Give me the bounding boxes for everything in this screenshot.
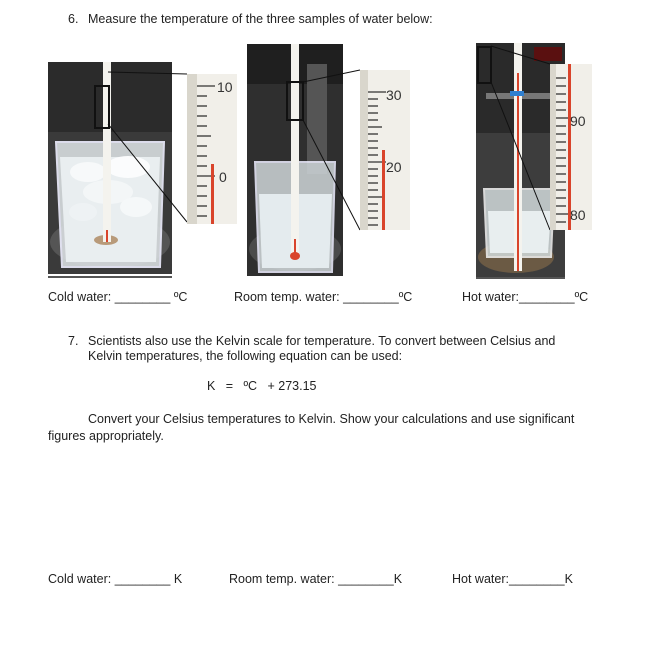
hot-celsius-unit: ºC <box>574 290 589 304</box>
room-celsius-unit: ºC <box>398 290 413 304</box>
cold-zoom-label-high: 10 <box>217 79 233 95</box>
room-kelvin-answer[interactable] <box>229 572 402 586</box>
room-celsius-label: Room temp. water: <box>234 290 340 304</box>
hot-zoom-label-low: 80 <box>570 207 586 223</box>
hot-kelvin-blank[interactable]: ________ <box>508 572 565 586</box>
room-kelvin-label: Room temp. water: <box>229 572 335 586</box>
cold-kelvin-unit: K <box>173 572 183 586</box>
question-7-line2: Kelvin temperatures, the following equation can be used: <box>88 349 403 363</box>
cold-celsius-blank[interactable]: ________ <box>114 290 171 304</box>
hot-celsius-label: Hot water: <box>462 290 519 304</box>
cold-celsius-unit: ºC <box>173 290 188 304</box>
cold-thermometer-zoom <box>187 74 237 224</box>
hot-kelvin-unit: K <box>564 572 573 586</box>
room-celsius-answer[interactable] <box>234 290 412 304</box>
hot-celsius-answer[interactable] <box>462 290 588 304</box>
cold-zoom-label-low: 0 <box>219 169 227 185</box>
kelvin-equation: K = ºC + 273.15 <box>207 379 317 393</box>
room-zoom-label-low: 20 <box>386 159 402 175</box>
room-thermometer-zoom <box>360 70 410 230</box>
hot-zoom-label-high: 90 <box>570 113 586 129</box>
hot-kelvin-answer[interactable] <box>452 572 573 586</box>
question-7-number: 7. <box>68 334 79 348</box>
hot-kelvin-label: Hot water: <box>452 572 509 586</box>
room-celsius-blank[interactable]: ________ <box>343 290 399 304</box>
room-zoom-label-high: 30 <box>386 87 402 103</box>
question-6-text: Measure the temperature of the three samples of water below: <box>88 12 433 26</box>
cold-celsius-answer[interactable] <box>48 290 187 304</box>
question-7-line1: Scientists also use the Kelvin scale for temperature. To convert between Celsius and <box>88 334 556 348</box>
room-kelvin-unit: K <box>393 572 403 586</box>
cold-photo-underline <box>48 276 172 278</box>
room-kelvin-blank[interactable]: ________ <box>338 572 394 586</box>
hot-celsius-blank[interactable]: ________ <box>518 290 575 304</box>
hot-thermometer-zoom <box>550 64 592 230</box>
instruction-line1: Convert your Celsius temperatures to Kelvin. Show your calculations and use significant <box>88 412 575 426</box>
instruction-line2: figures appropriately. <box>48 429 164 443</box>
cold-kelvin-answer[interactable] <box>48 572 182 586</box>
question-6-number: 6. <box>68 12 79 26</box>
cold-celsius-label: Cold water: <box>48 290 112 304</box>
cold-kelvin-label: Cold water: <box>48 572 112 586</box>
hot-photo-underline <box>476 277 565 279</box>
cold-kelvin-blank[interactable]: ________ <box>114 572 171 586</box>
